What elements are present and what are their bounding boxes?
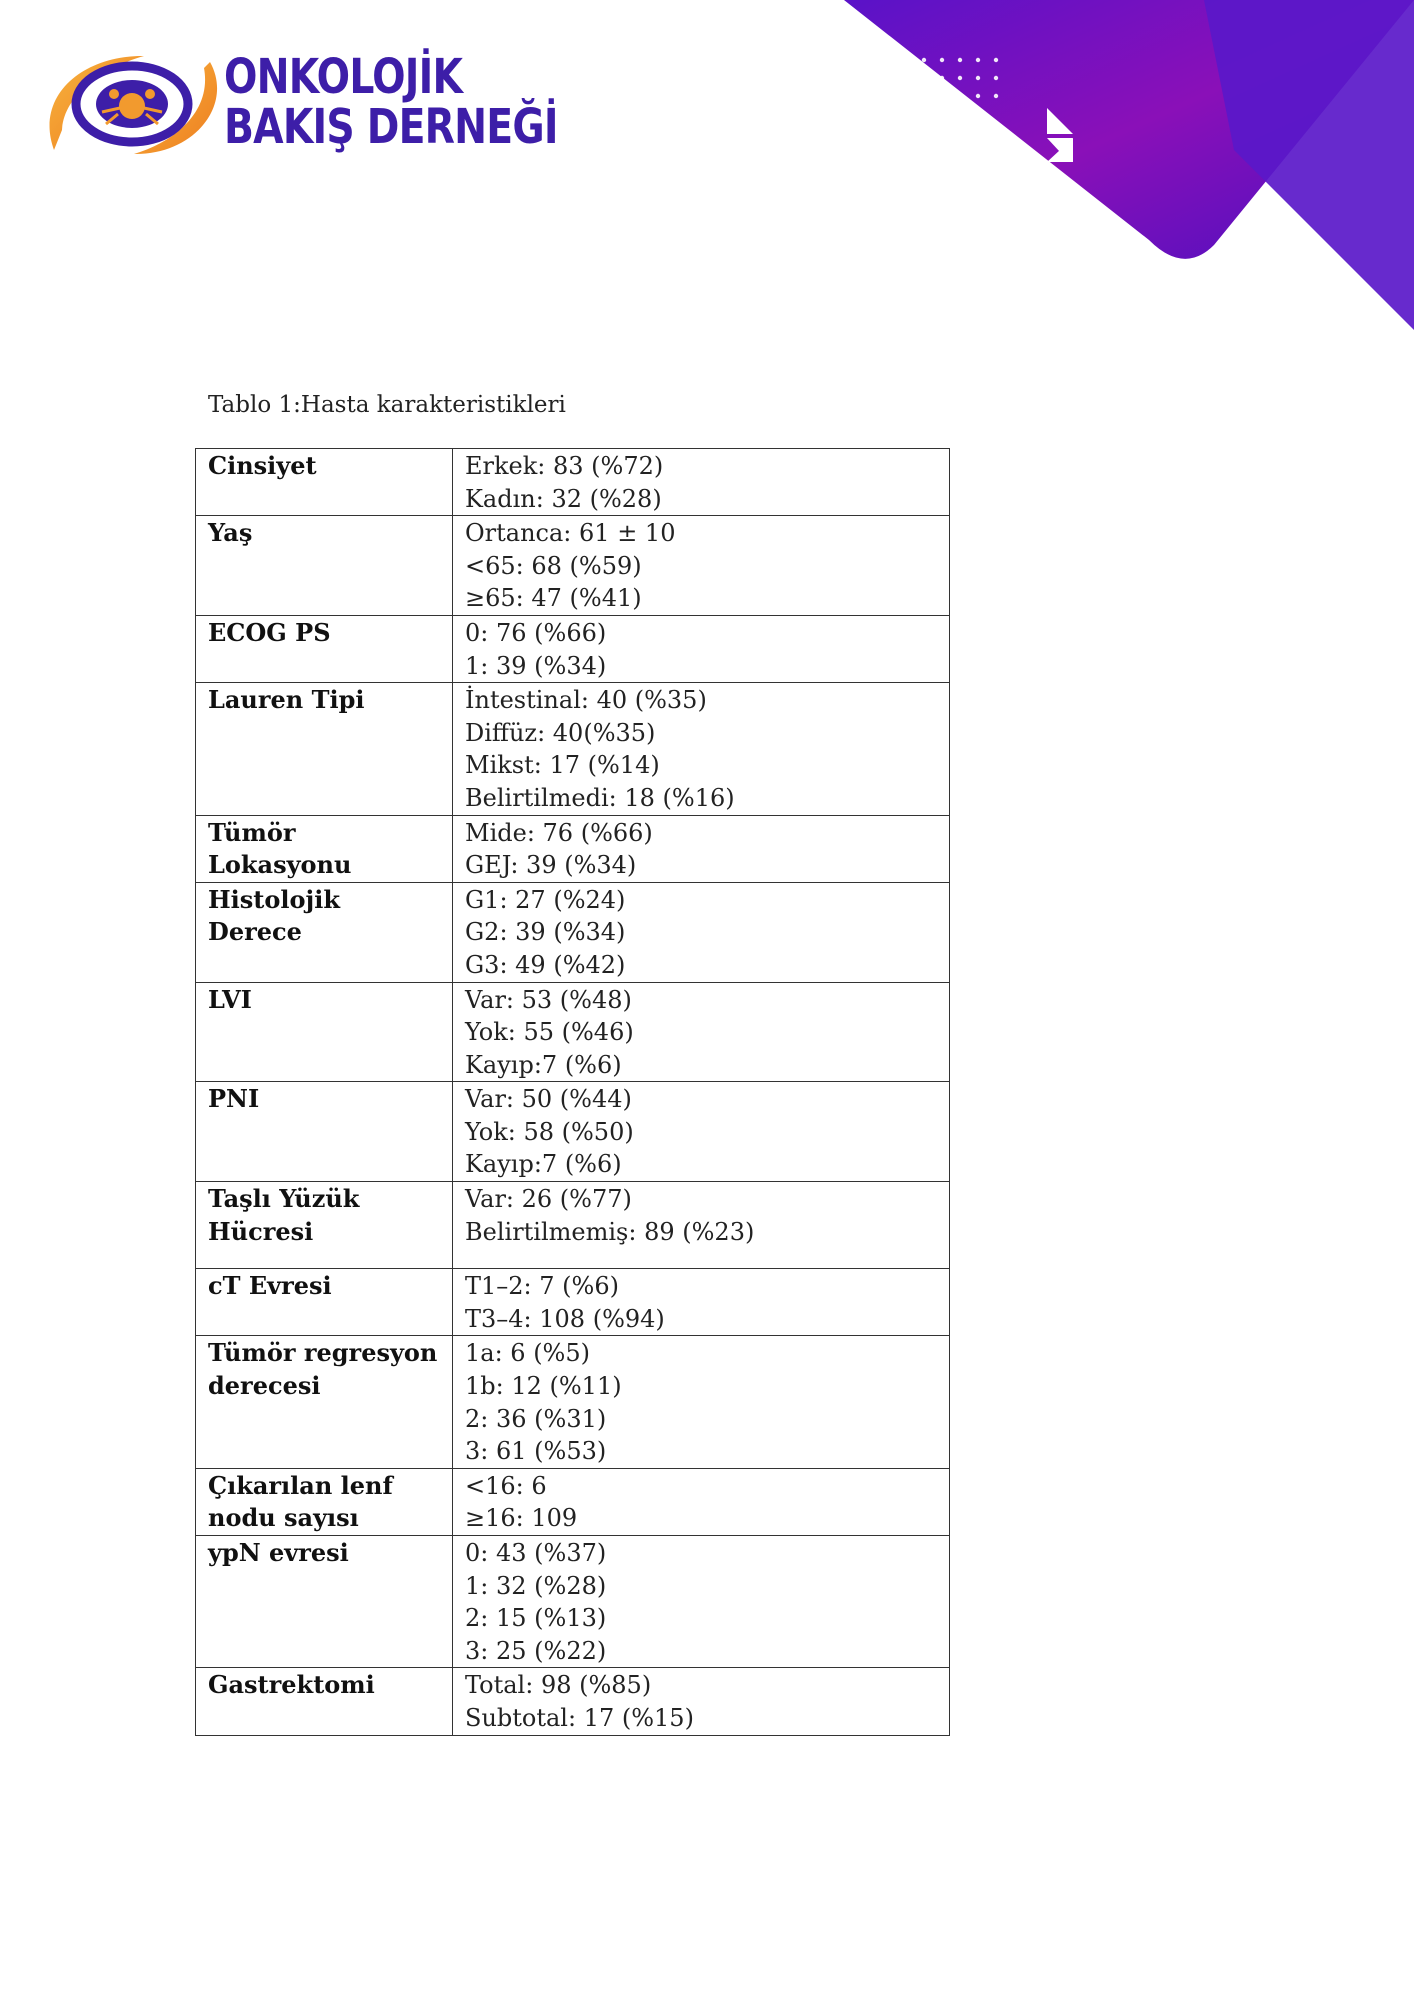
row-value: 3: 61 (%53) [465, 1437, 607, 1466]
row-values [453, 1336, 950, 1468]
table-row [196, 1536, 950, 1668]
row-value: Var: 50 (%44) [465, 1085, 632, 1114]
row-value: Kadın: 32 (%28) [465, 484, 662, 513]
row-values [453, 1182, 950, 1269]
row-value: 0: 43 (%37) [465, 1539, 607, 1567]
row-label: Çıkarılan lenf nodu sayısı [196, 1468, 453, 1535]
row-value: 1b: 12 (%11) [465, 1372, 622, 1401]
row-values [453, 1536, 950, 1668]
table-row [196, 449, 950, 516]
row-value: Kayıp:7 (%6) [465, 1050, 622, 1079]
row-value: Ortanca: 61 ± 10 [465, 519, 676, 548]
row-value: 2: 36 (%31) [465, 1404, 607, 1433]
row-value: G3: 49 (%42) [465, 950, 626, 979]
row-value: Yok: 58 (%50) [465, 1117, 634, 1146]
row-label: Cinsiyet [196, 449, 453, 516]
row-value: Mikst: 17 (%14) [465, 751, 660, 780]
row-value: İntestinal: 40 (%35) [465, 686, 707, 715]
row-value: Belirtilmemiş: 89 (%23) [465, 1217, 755, 1246]
row-value: 2: 15 (%13) [465, 1604, 607, 1633]
table-row [196, 683, 950, 815]
row-value: G2: 39 (%34) [465, 918, 626, 947]
table-row [196, 1082, 950, 1182]
table-row [196, 516, 950, 616]
row-value: Yok: 55 (%46) [465, 1018, 634, 1047]
table-caption: Tablo 1:Hasta karakteristikleri [208, 392, 566, 418]
row-values [453, 1082, 950, 1182]
row-value: <16: 6 [465, 1471, 547, 1500]
crab-icon [44, 50, 224, 160]
table-row [196, 982, 950, 1082]
patient-characteristics-table [195, 448, 950, 1736]
row-label: LVI [196, 982, 453, 1082]
row-value: Var: 26 (%77) [465, 1185, 632, 1214]
table-row [196, 1182, 950, 1269]
row-label: Lauren Tipi [196, 683, 453, 815]
row-value: Erkek: 83 (%72) [465, 452, 664, 480]
row-value: ≥65: 47 (%41) [465, 584, 642, 613]
row-values [453, 1668, 950, 1735]
row-value: T1–2: 7 (%6) [465, 1272, 619, 1301]
row-label: Yaş [196, 516, 453, 616]
row-values [453, 683, 950, 815]
org-logo [44, 49, 558, 170]
corner-decoration [814, 0, 1414, 340]
table-row [196, 615, 950, 682]
row-label: Tümör Lokasyonu [196, 815, 453, 882]
row-value: Diffüz: 40(%35) [465, 718, 656, 747]
row-values [453, 615, 950, 682]
row-value: 1: 32 (%28) [465, 1571, 607, 1600]
row-value: Mide: 76 (%66) [465, 818, 653, 847]
table-row [196, 1269, 950, 1336]
org-name-line1: ONKOLOJİK [224, 49, 463, 105]
row-value: T3–4: 108 (%94) [465, 1304, 665, 1333]
row-values [453, 982, 950, 1082]
table-row [196, 882, 950, 982]
row-value: <65: 68 (%59) [465, 551, 642, 580]
org-name-line2: BAKIŞ DERNEĞİ [224, 99, 558, 155]
row-label: ECOG PS [196, 615, 453, 682]
table-row [196, 815, 950, 882]
row-value: Subtotal: 17 (%15) [465, 1703, 694, 1732]
row-values [453, 1269, 950, 1336]
row-label: Tümör regresyon derecesi [196, 1336, 453, 1468]
row-value: ≥16: 109 [465, 1504, 578, 1533]
row-label: Gastrektomi [196, 1668, 453, 1735]
row-value: 1a: 6 (%5) [465, 1339, 590, 1368]
org-name [224, 49, 558, 155]
row-value: G1: 27 (%24) [465, 885, 626, 914]
row-label: Histolojik Derece [196, 882, 453, 982]
row-value: 1: 39 (%34) [465, 651, 607, 680]
row-value: GEJ: 39 (%34) [465, 851, 637, 880]
row-value: 0: 76 (%66) [465, 618, 607, 647]
table-row [196, 1668, 950, 1735]
row-label: PNI [196, 1082, 453, 1182]
row-value: Total: 98 (%85) [465, 1671, 652, 1700]
row-value: Kayıp:7 (%6) [465, 1150, 622, 1179]
row-values [453, 815, 950, 882]
row-values [453, 516, 950, 616]
row-values [453, 1468, 950, 1535]
row-values [453, 449, 950, 516]
row-value: 3: 25 (%22) [465, 1636, 607, 1665]
row-label: Taşlı Yüzük Hücresi [196, 1182, 453, 1269]
table-row [196, 1336, 950, 1468]
row-values [453, 882, 950, 982]
table-row [196, 1468, 950, 1535]
row-value: Var: 53 (%48) [465, 985, 632, 1014]
row-label: cT Evresi [196, 1269, 453, 1336]
row-value: Belirtilmedi: 18 (%16) [465, 783, 735, 812]
row-label: ypN evresi [196, 1536, 453, 1668]
